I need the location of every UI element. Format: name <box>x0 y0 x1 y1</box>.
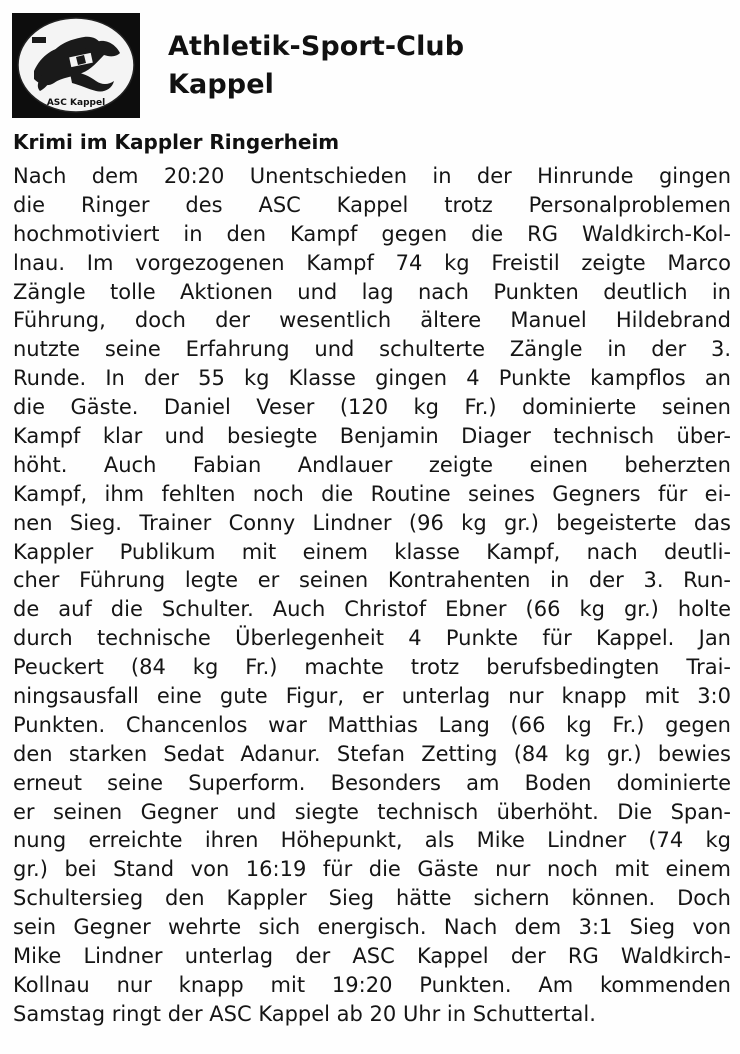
article-line: Peuckert (84 kg Fr.) machte trotz berufsbedingten Trai- <box>13 655 731 680</box>
article-heading: Krimi im Kappler Ringerheim <box>13 130 340 154</box>
article-line: Kampf, ihm fehlten noch die Routine seines Gegners für ei- <box>13 481 731 506</box>
article-line: de auf die Schulter. Auch Christof Ebner (66 kg gr.) holte <box>13 597 731 622</box>
article-line: Nach dem 20:20 Unentschieden in der Hinrunde gingen <box>13 164 731 188</box>
club-logo <box>12 13 140 118</box>
article-line: lnau. Im vorgezogenen Kampf 74 kg Freistil zeigte Marco <box>13 250 731 275</box>
logo-text: ASC Kappel <box>46 98 106 108</box>
article-body <box>13 162 731 1029</box>
article-line: die Gäste. Daniel Veser (120 kg Fr.) dominierte seinen <box>13 395 731 420</box>
article-line: den starken Sedat Adanur. Stefan Zetting (84 kg gr.) bewies <box>13 741 731 766</box>
article-line: höht. Auch Fabian Andlauer zeigte einen beherzten <box>13 452 731 477</box>
article-line: Zängle tolle Aktionen und lag nach Punkten deutlich in <box>13 279 731 304</box>
wrestlers-logo-icon <box>12 13 140 118</box>
article-line: nutzte seine Erfahrung und schulterte Zängle in der 3. <box>13 337 731 362</box>
article-line: ningsausfall eine gute Figur, er unterlag nur knapp mit 3:0 <box>13 684 731 709</box>
article-line: erneut seine Superform. Besonders am Boden dominierte <box>13 770 731 795</box>
article-line: durch technische Überlegenheit 4 Punkte für Kappel. Jan <box>13 626 731 651</box>
article-line: die Ringer des ASC Kappel trotz Personalproblemen <box>13 192 731 217</box>
article-line: Mike Lindner unterlag der ASC Kappel der RG Waldkirch- <box>13 944 731 969</box>
article-line: nung erreichte ihren Höhepunkt, als Mike Lindner (74 kg <box>13 828 731 853</box>
article-line: nen Sieg. Trainer Conny Lindner (96 kg gr.) begeisterte das <box>13 510 731 535</box>
article-line: Kappler Publikum mit einem klasse Kampf, nach deutli- <box>13 539 731 564</box>
article-line: sein Gegner wehrte sich energisch. Nach dem 3:1 Sieg von <box>13 915 731 940</box>
article-line: er seinen Gegner und siegte technisch überhöht. Die Span- <box>13 799 731 824</box>
article-line: Runde. In der 55 kg Klasse gingen 4 Punkte kampflos an <box>13 366 731 391</box>
article-line: cher Führung legte er seinen Kontrahenten in der 3. Run- <box>13 568 731 593</box>
article-line: Kollnau nur knapp mit 19:20 Punkten. Am kommenden <box>13 972 731 997</box>
article-line: hochmotiviert in den Kampf gegen die RG Waldkirch-Kol- <box>13 221 731 246</box>
article-line-last: Samstag ringt der ASC Kappel ab 20 Uhr in Schuttertal. <box>13 1001 596 1026</box>
club-name-line-1: Athletik-Sport-Club <box>168 31 465 62</box>
article-line: Schultersieg den Kappler Sieg hätte sichern können. Doch <box>13 886 731 911</box>
article-line: Kampf klar und besiegte Benjamin Diager technisch über- <box>13 424 731 449</box>
article-line: Punkten. Chancenlos war Matthias Lang (66 kg Fr.) gegen <box>13 712 731 737</box>
club-name-line-2: Kappel <box>168 69 274 100</box>
article-line: Führung, doch der wesentlich ältere Manuel Hildebrand <box>13 308 731 333</box>
article-line: gr.) bei Stand von 16:19 für die Gäste nur noch mit einem <box>13 857 731 882</box>
club-name <box>168 28 464 104</box>
